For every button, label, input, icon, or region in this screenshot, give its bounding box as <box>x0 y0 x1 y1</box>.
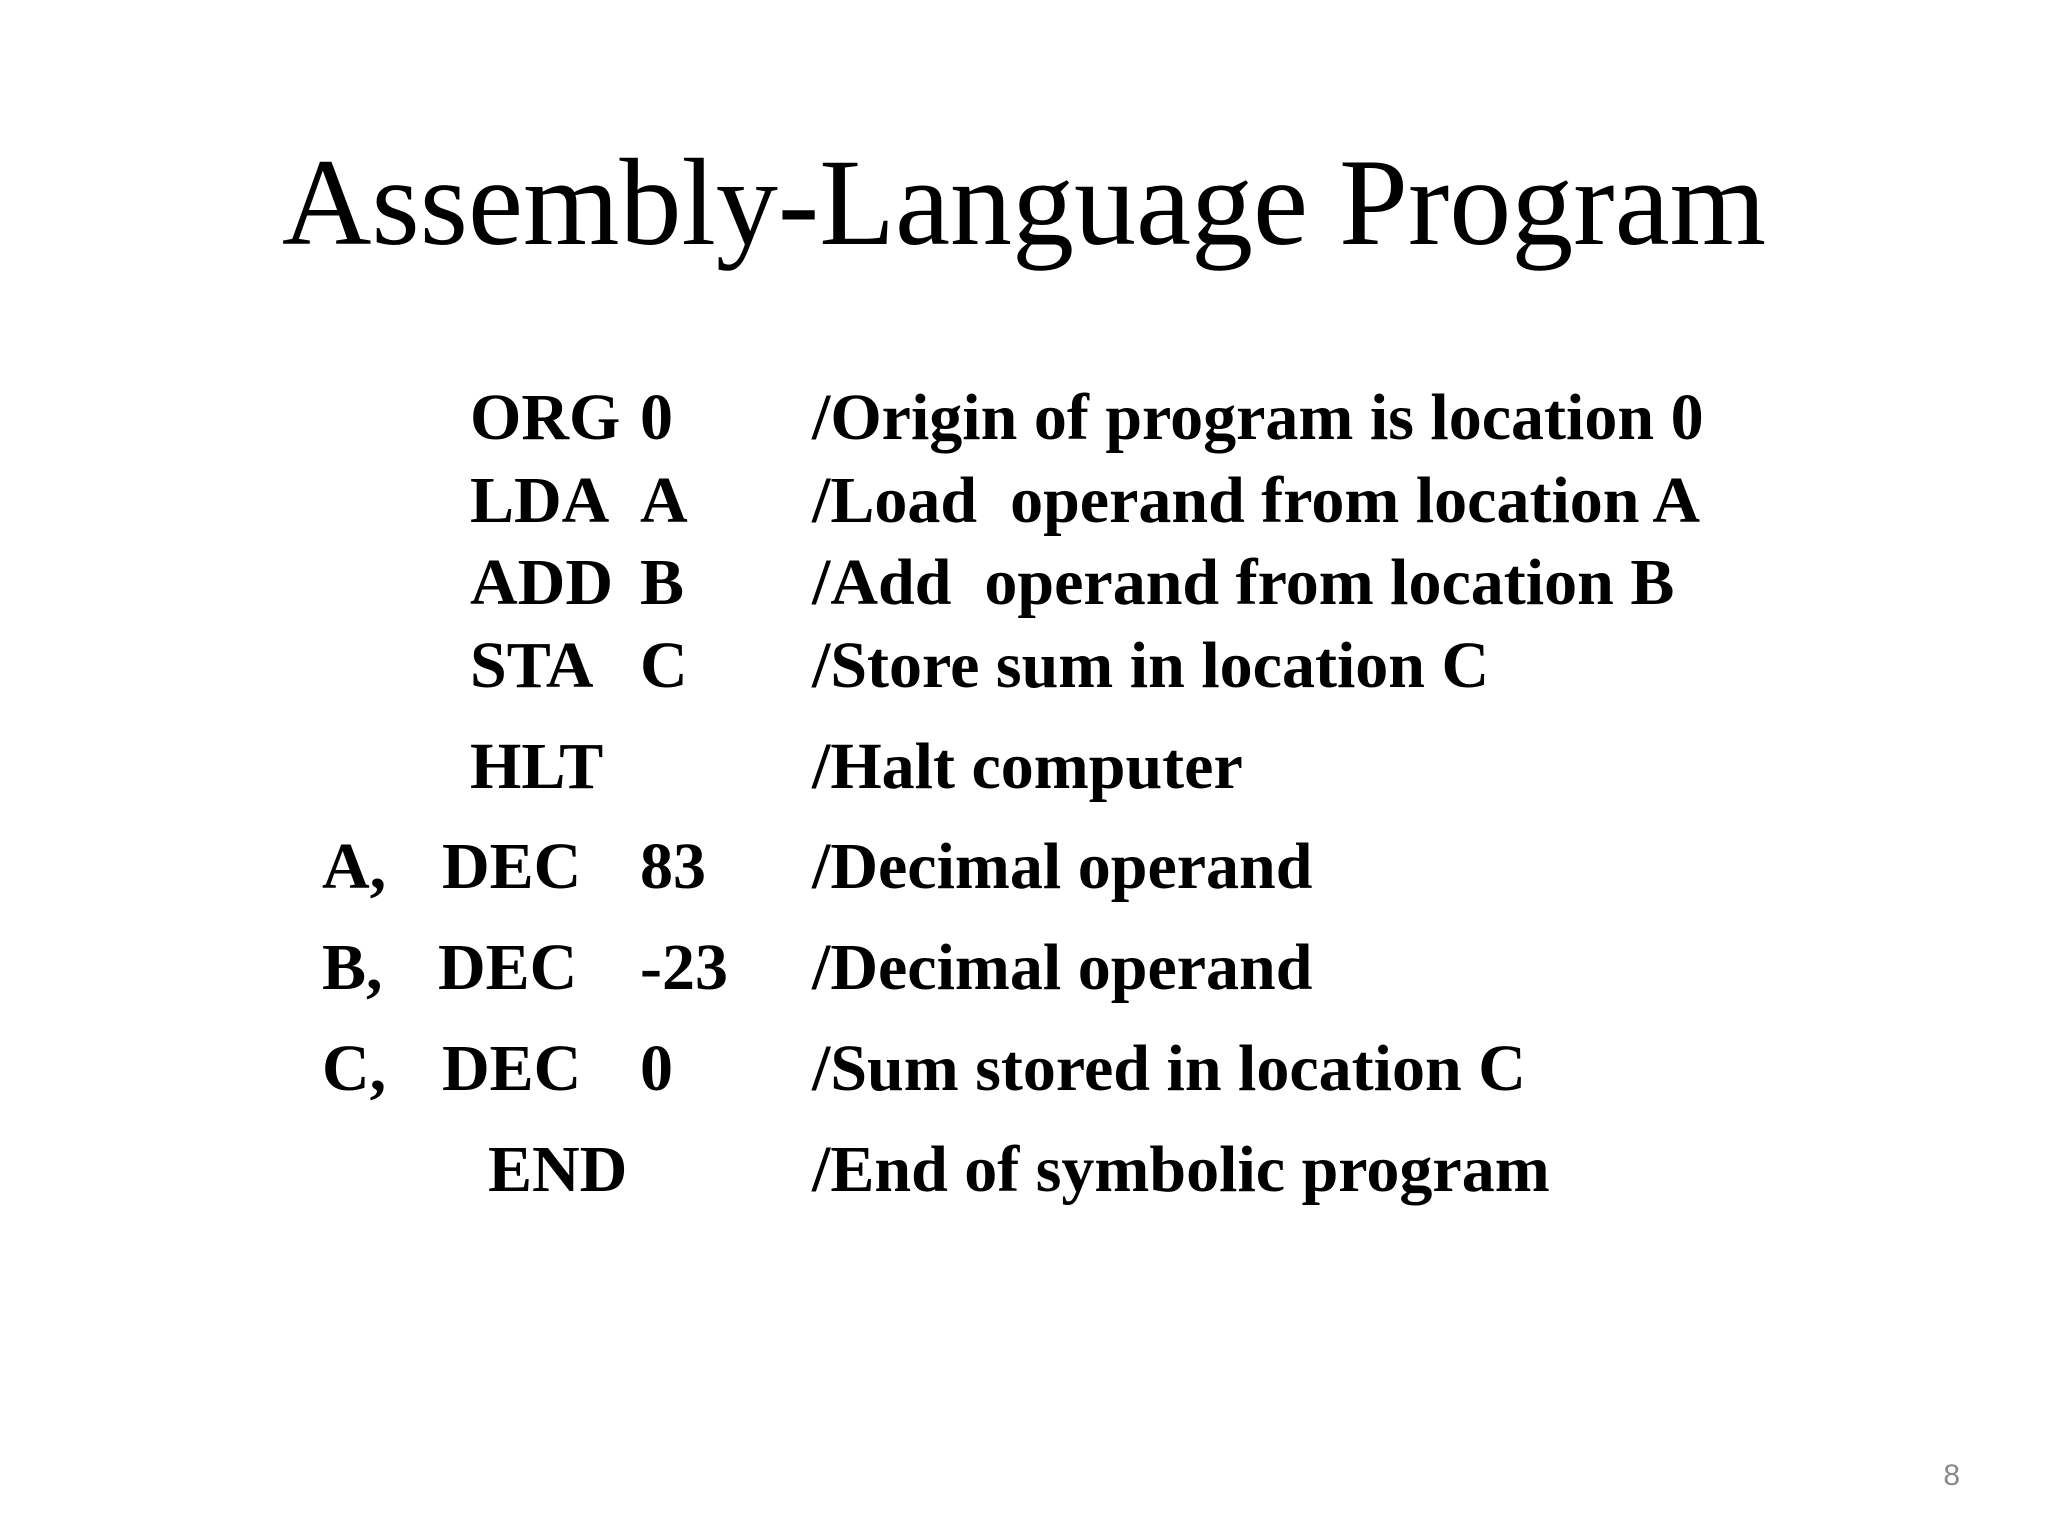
line-label: C, <box>322 1032 387 1105</box>
line-comment: /Origin of program is location 0 <box>812 381 1704 454</box>
line-opcode: ADD <box>470 546 613 619</box>
line-operand: C <box>640 629 688 702</box>
program-line <box>0 827 2048 907</box>
page-number: 8 <box>1943 1459 1960 1492</box>
program-line <box>0 727 2048 807</box>
program-line <box>0 378 2048 458</box>
line-operand: 0 <box>640 381 673 454</box>
program-line <box>0 543 2048 623</box>
line-operand: 0 <box>640 1032 673 1105</box>
line-opcode: LDA <box>470 464 610 537</box>
slide-title: Assembly-Language Program <box>281 134 1767 271</box>
program-line <box>0 1130 2048 1210</box>
program-line <box>0 1029 2048 1109</box>
line-comment: /Load operand from location A <box>812 464 1701 537</box>
program-line <box>0 626 2048 706</box>
line-label: A, <box>322 830 387 903</box>
line-opcode: DEC <box>438 931 578 1004</box>
line-operand: A <box>640 464 688 537</box>
line-operand: -23 <box>640 931 728 1004</box>
program-line <box>0 928 2048 1008</box>
line-opcode: STA <box>470 629 594 702</box>
program-line <box>0 461 2048 541</box>
line-comment: /Add operand from location B <box>812 546 1675 619</box>
line-operand: B <box>640 546 685 619</box>
line-opcode: HLT <box>470 730 604 803</box>
line-opcode: ORG <box>470 381 621 454</box>
line-operand: 83 <box>640 830 706 903</box>
line-comment: /End of symbolic program <box>812 1133 1550 1206</box>
line-label: B, <box>322 931 383 1004</box>
line-comment: /Halt computer <box>812 730 1243 803</box>
line-comment: /Decimal operand <box>812 830 1313 903</box>
line-opcode: DEC <box>442 1032 582 1105</box>
line-opcode: END <box>488 1133 628 1206</box>
line-comment: /Store sum in location C <box>812 629 1490 702</box>
line-opcode: DEC <box>442 830 582 903</box>
line-comment: /Sum stored in location C <box>812 1032 1526 1105</box>
line-comment: /Decimal operand <box>812 931 1313 1004</box>
